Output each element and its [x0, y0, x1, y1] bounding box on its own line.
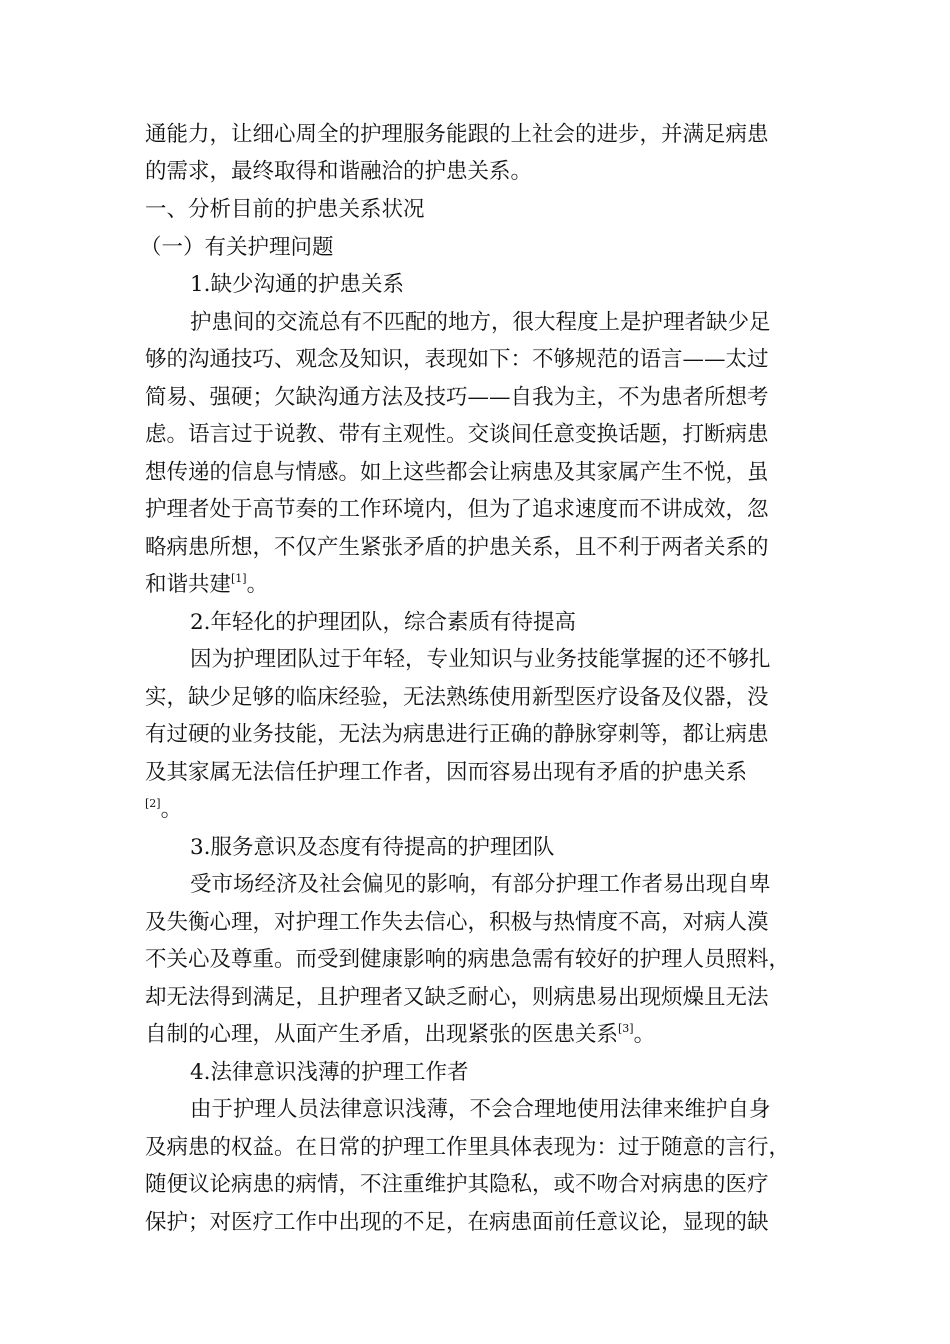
paragraph-line: 由于护理人员法律意识浅薄，不会合理地使用法律来维护自身 [190, 1097, 771, 1122]
paragraph-line: 却无法得到满足，且护理者又缺乏耐心，则病患易出现烦燥且无法 [145, 985, 769, 1010]
paragraph-line [145, 795, 182, 828]
paragraph-line: 保护；对医疗工作中出现的不足，在病患面前任意议论，显现的缺 [145, 1210, 769, 1235]
paragraph-line [145, 1020, 655, 1050]
item-heading: 4.法律意识浅薄的护理工作者 [190, 1060, 469, 1085]
section-heading: 一、分析目前的护患关系状况 [145, 197, 425, 222]
paragraph-line: 实，缺少足够的临床经验，无法熟练使用新型医疗设备及仪器，没 [145, 685, 769, 710]
paragraph-line: 因为护理团队过于年轻，专业知识与业务技能掌握的还不够扎 [190, 647, 771, 672]
paragraph-text: 和谐共建 [145, 572, 232, 597]
citation-ref: [2] [145, 797, 161, 810]
paragraph-line: 受市场经济及社会偏见的影响，有部分护理工作者易出现自卑 [190, 872, 771, 897]
item-heading: 2.年轻化的护理团队，综合素质有待提高 [190, 610, 577, 635]
paragraph-line: 虑。语言过于说教、带有主观性。交谈间任意变换话题，打断病患 [145, 422, 769, 447]
paragraph-line: 护患间的交流总有不匹配的地方，很大程度上是护理者缺少足 [190, 310, 771, 335]
paragraph-end: 。 [246, 572, 269, 597]
paragraph-line: 护理者处于高节奏的工作环境内，但为了追求速度而不讲成效，忽 [145, 497, 769, 522]
paragraph-line: 略病患所想，不仅产生紧张矛盾的护患关系，且不利于两者关系的 [145, 535, 769, 560]
citation-ref: [1] [231, 572, 247, 585]
paragraph-line: 及失衡心理，对护理工作失去信心，积极与热情度不高，对病人漠 [145, 910, 769, 935]
item-heading: 1.缺少沟通的护患关系 [190, 272, 405, 297]
paragraph-line: 有过硬的业务技能，无法为病患进行正确的静脉穿刺等，都让病患 [145, 722, 769, 747]
paragraph-line: 及病患的权益。在日常的护理工作里具体表现为：过于随意的言行， [145, 1135, 791, 1160]
paragraph-line [145, 570, 268, 600]
item-heading: 3.服务意识及态度有待提高的护理团队 [190, 835, 555, 860]
paragraph-line: 及其家属无法信任护理工作者，因而容易出现有矛盾的护患关系 [145, 760, 748, 785]
paragraph-line: 够的沟通技巧、观念及知识，表现如下：不够规范的语言——太过 [145, 347, 769, 372]
citation-ref: [3] [618, 1022, 634, 1035]
paragraph-line: 想传递的信息与情感。如上这些都会让病患及其家属产生不悦，虽 [145, 460, 769, 485]
paragraph-line: 随便议论病患的病情，不注重维护其隐私，或不吻合对病患的医疗 [145, 1172, 769, 1197]
paragraph-line: 不关心及尊重。而受到健康影响的病患急需有较好的护理人员照料， [145, 947, 791, 972]
paragraph-line: 简易、强硬；欠缺沟通方法及技巧——自我为主，不为患者所想考 [145, 385, 769, 410]
paragraph-line: 通能力，让细心周全的护理服务能跟的上社会的进步，并满足病患 [145, 122, 769, 147]
paragraph-end: 。 [160, 797, 183, 822]
paragraph-end: 。 [633, 1022, 656, 1047]
subsection-heading: （一）有关护理问题 [140, 235, 334, 260]
paragraph-text: 自制的心理，从面产生矛盾，出现紧张的医患关系 [145, 1022, 619, 1047]
paragraph-line: 的需求，最终取得和谐融洽的护患关系。 [145, 159, 533, 184]
